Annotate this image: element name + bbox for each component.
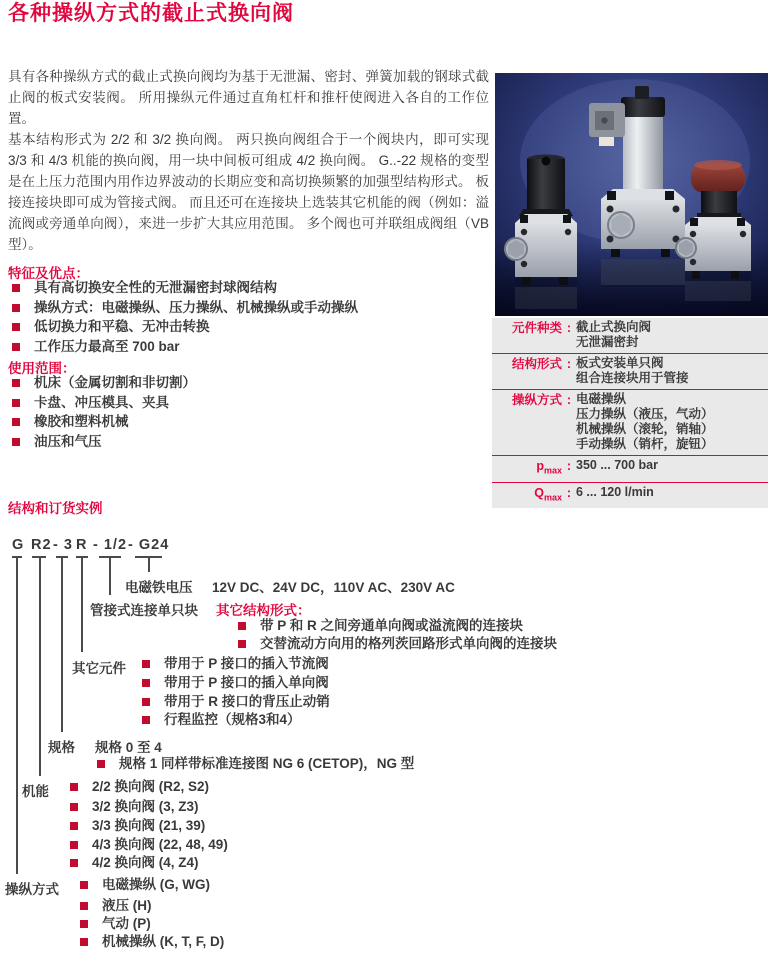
bullet-square-icon xyxy=(12,284,20,292)
voltage-value: 12V DC、24V DC，110V AC、230V AC xyxy=(212,580,455,595)
list-item: 4/2 换向阀 (4, Z4) xyxy=(70,856,199,870)
application-text: 卡盘、冲压模具、夹具 xyxy=(34,394,169,410)
applications-heading: 使用范围： xyxy=(8,361,76,376)
order-code-part: G xyxy=(12,537,25,553)
bullet-square-icon xyxy=(70,859,78,867)
bullet-square-icon xyxy=(80,902,88,910)
other-elements-label: 其它元件 xyxy=(72,661,126,676)
order-code-part: - 1/2 xyxy=(93,537,128,553)
spec-value: 机械操纵（滚轮，销轴） xyxy=(576,422,714,436)
code-connector-line xyxy=(16,556,18,874)
bullet-square-icon xyxy=(80,920,88,928)
table-row xyxy=(492,318,768,353)
list-item xyxy=(10,340,358,354)
bullet-square-icon xyxy=(142,698,150,706)
product-photo xyxy=(495,73,768,316)
bullet-square-icon xyxy=(142,679,150,687)
size-value: 规格 0 至 4 xyxy=(95,740,162,755)
feature-text: 低切换力和平稳、无冲击转换 xyxy=(34,319,210,334)
intro-paragraph-1: 具有各种操纵方式的截止式换向阀均为基于无泄漏、密封、弹簧加载的钢球式截止阀的板式安装阀。 所用操纵元件通过直角杠杆和推杆使阀进入各自的工作位置。 xyxy=(8,69,489,126)
order-code-part: R xyxy=(76,537,88,553)
list-item: 机械操纵 (K, T, F, D) xyxy=(80,935,224,949)
spec-label: 元件种类 xyxy=(511,321,562,335)
actuation-label: 操纵方式 xyxy=(5,882,59,897)
bullet-square-icon xyxy=(70,803,78,811)
spec-value: 无泄漏密封 xyxy=(576,335,639,349)
intro-paragraph-2: 基本结构形式为 2/2 和 3/2 换向阀。 两只换向阀组合于一个阀块内，即可实现 3/3 和 4/3 机能的换向阀，用一块中间板可组成 4/2 换向阀。 G..-22 规格的变型是在上压力范围内用作边界波动的长期应变和高切换频繁的加强型结构形式。 板接连接块即可成为管接式阀。 而且还可在连接块上选装其它机能的阀（例如：溢流阀或旁通单向阀），来进一步扩大其应用范围。 多个阀也可并联组成阀组（VB 型）。 xyxy=(8,132,489,252)
table-row: $Q_{max}$ : 6 ... 120 l/min xyxy=(492,482,768,509)
function-label: 机能 xyxy=(22,784,49,799)
applications-list xyxy=(10,376,196,454)
bullet-square-icon xyxy=(70,841,78,849)
code-connector-line xyxy=(148,556,150,572)
spec-value: 截止式换向阀 xyxy=(576,320,652,334)
order-code-part: R2 xyxy=(31,537,52,553)
list-item xyxy=(10,396,196,410)
table-row: $p_{max}$ : 350 ... 700 bar xyxy=(492,455,768,482)
bullet-square-icon xyxy=(12,399,20,407)
intro-text xyxy=(8,66,489,255)
order-code-part: - 3 xyxy=(53,537,73,553)
pipe-block-label: 管接式连接单只块 xyxy=(90,603,198,618)
bullet-square-icon xyxy=(238,622,246,630)
bullet-square-icon xyxy=(142,660,150,668)
spec-table xyxy=(492,318,768,508)
bullet-square-icon xyxy=(70,822,78,830)
code-connector-line xyxy=(61,556,63,732)
order-code-part: - G24 xyxy=(128,537,170,553)
bullet-square-icon xyxy=(70,783,78,791)
list-item: 电磁操纵 (G, WG) xyxy=(80,878,210,892)
product-photo-illustration xyxy=(495,73,768,316)
spec-value: 350 ... 700 bar xyxy=(576,458,659,472)
spec-value: 手动操纵（销杆，旋钮） xyxy=(576,437,714,451)
list-item: 4/3 换向阀 (22, 48, 49) xyxy=(70,838,228,852)
bullet-square-icon xyxy=(80,938,88,946)
code-connector-line xyxy=(39,556,41,776)
spec-colon: : xyxy=(566,357,572,371)
bullet-square-icon xyxy=(12,304,20,312)
bullet-square-icon xyxy=(12,418,20,426)
other-designs-heading: 其它结构形式： xyxy=(216,603,311,618)
spec-value: 组合连接块用于管接 xyxy=(576,371,689,385)
spec-value: 6 ... 120 l/min xyxy=(576,484,654,499)
spec-colon: : xyxy=(566,485,572,500)
spec-label: p xyxy=(536,459,544,473)
list-item: 3/2 换向阀 (3, Z3) xyxy=(70,800,199,814)
list-item: 带 P 和 R 之间旁通单向阀或溢流阀的连接块 xyxy=(238,619,523,633)
spec-value: 板式安装单只阀 xyxy=(576,356,664,370)
list-item xyxy=(10,376,196,390)
spec-label: 结构形式 xyxy=(511,357,562,371)
code-connector-line xyxy=(109,556,111,595)
feature-text: 具有高切换安全性的无泄漏密封球阀结构 xyxy=(34,280,277,295)
list-item: 行程监控（规格3和4） xyxy=(142,713,301,727)
bullet-square-icon xyxy=(238,640,246,648)
spec-value: 压力操纵（液压，气动） xyxy=(576,407,714,421)
list-item: 3/3 换向阀 (21, 39) xyxy=(70,819,205,833)
voltage-label: 电磁铁电压 xyxy=(125,580,193,595)
list-item: 2/2 换向阀 (R2, S2) xyxy=(70,780,209,794)
spec-colon: : xyxy=(566,459,572,473)
bullet-square-icon xyxy=(142,716,150,724)
list-item: 液压 (H) xyxy=(80,899,152,913)
table-row xyxy=(492,389,768,455)
features-list xyxy=(10,281,358,359)
ordering-heading: 结构和订货实例 xyxy=(8,501,103,516)
application-text: 橡胶和塑料机械 xyxy=(34,414,129,429)
application-text: 油压和气压 xyxy=(34,433,102,449)
list-item: 带用于 P 接口的插入单向阀 xyxy=(142,676,329,690)
list-item xyxy=(10,281,358,295)
list-item: 交替流动方向用的格列茨回路形式单向阀的连接块 xyxy=(238,637,557,651)
list-item xyxy=(10,435,196,449)
bullet-square-icon xyxy=(12,379,20,387)
list-item xyxy=(10,320,358,334)
list-item xyxy=(10,301,358,315)
list-item: 规格 1 同样带标准连接图 NG 6 (CETOP)，NG 型 xyxy=(97,757,414,771)
list-item: 带用于 P 接口的插入节流阀 xyxy=(142,657,329,671)
spec-label: 操纵方式 xyxy=(511,393,562,407)
size-label: 规格 xyxy=(48,740,75,755)
feature-text: 操纵方式：电磁操纵、压力操纵、机械操纵或手动操纵 xyxy=(34,299,358,315)
spec-colon: : xyxy=(566,321,572,335)
spec-colon: : xyxy=(566,393,572,407)
list-item xyxy=(10,415,196,429)
features-heading: 特征及优点： xyxy=(8,266,89,281)
page-title: 各种操纵方式的截止式换向阀 xyxy=(8,2,294,25)
bullet-square-icon xyxy=(12,438,20,446)
code-connector-line xyxy=(81,556,83,652)
list-item: 气动 (P) xyxy=(80,917,151,931)
bullet-square-icon xyxy=(12,323,20,331)
bullet-square-icon xyxy=(80,881,88,889)
bullet-square-icon xyxy=(97,760,105,768)
feature-text: 工作压力最高至 700 bar xyxy=(34,338,180,354)
application-text: 机床（金属切割和非切割） xyxy=(34,375,196,390)
bullet-square-icon xyxy=(12,343,20,351)
spec-label: Q xyxy=(534,485,544,500)
table-row xyxy=(492,353,768,389)
spec-value: 电磁操纵 xyxy=(576,392,627,406)
list-item: 带用于 R 接口的背压止动销 xyxy=(142,695,330,709)
